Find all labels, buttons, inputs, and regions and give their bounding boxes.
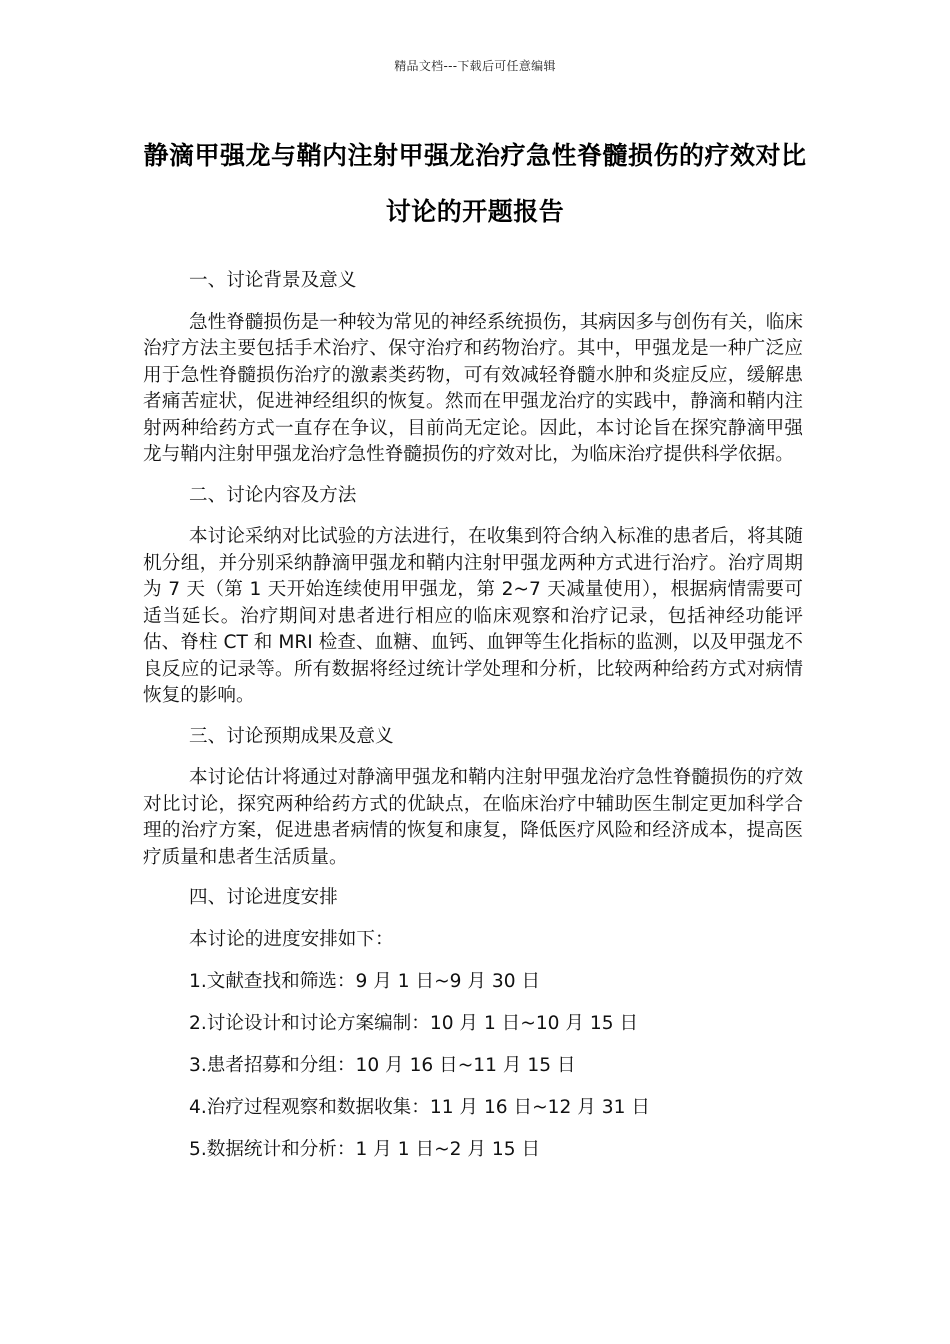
schedule-item: 5.数据统计和分析：1 月 1 日~2 月 15 日 [189,1138,541,1160]
section-heading-methods: 二、讨论内容及方法 [189,484,357,506]
header-note: 精品文档---下载后可任意编辑 [394,59,556,73]
section-paragraph-background: 急性脊髓损伤是一种较为常见的神经系统损伤，其病因多与创伤有关，临床治疗方法主要包括手术治疗、保守治疗和药物治疗。其中，甲强龙是一种广泛应用于急性脊髓损伤治疗的激素类药物，可有效减轻脊髓水肿和炎症反应，缓解患者痛苦症状，促进神经组织的恢复。然而在甲强龙治疗的实践中，静滴和鞘内注射两种给药方式一直存在争议，目前尚无定论。因此，本讨论旨在探究静滴甲强龙与鞘内注射甲强龙治疗急性脊髓损伤的疗效对比，为临床治疗提供科学依据。 [143,311,803,465]
document-body [143,268,803,1179]
schedule-intro: 本讨论的进度安排如下： [189,928,394,950]
section-heading-outcomes: 三、讨论预期成果及意义 [189,725,394,747]
section-paragraph-outcomes: 本讨论估计将通过对静滴甲强龙和鞘内注射甲强龙治疗急性脊髓损伤的疗效对比讨论，探究两种给药方式的优缺点，在临床治疗中辅助医生制定更加科学合理的治疗方案，促进患者病情的恢复和康复，降低医疗风险和经济成本，提高医疗质量和患者生活质量。 [143,767,803,868]
document-title: 静滴甲强龙与鞘内注射甲强龙治疗急性脊髓损伤的疗效对比讨论的开题报告 [143,141,807,226]
schedule-item: 2.讨论设计和讨论方案编制：10 月 1 日~10 月 15 日 [189,1012,639,1034]
schedule-item: 4.治疗过程观察和数据收集：11 月 16 日~12 月 31 日 [189,1096,650,1118]
section-heading-background: 一、讨论背景及意义 [189,270,357,291]
section-heading-schedule: 四、讨论进度安排 [189,887,338,908]
schedule-item: 1.文献查找和筛选：9 月 1 日~9 月 30 日 [189,970,541,992]
schedule-item: 3.患者招募和分组：10 月 16 日~11 月 15 日 [189,1054,576,1076]
section-paragraph-methods: 本讨论采纳对比试验的方法进行，在收集到符合纳入标准的患者后，将其随机分组，并分别采纳静滴甲强龙和鞘内注射甲强龙两种方式进行治疗。治疗周期为 7 天（第 1 天开始连续使用甲强龙，第 2~7 天减量使用），根据病情需要可适当延长。治疗期间对患者进行相应的临床观察和治疗记录，包括神经功能评估、脊柱 CT 和 MRI 检查、血糖、血钙、血钾等生化指标的监测，以及甲强龙不良反应的记录等。所有数据将经过统计学处理和分析，比较两种给药方式对病情恢复的影响。 [143,526,803,706]
